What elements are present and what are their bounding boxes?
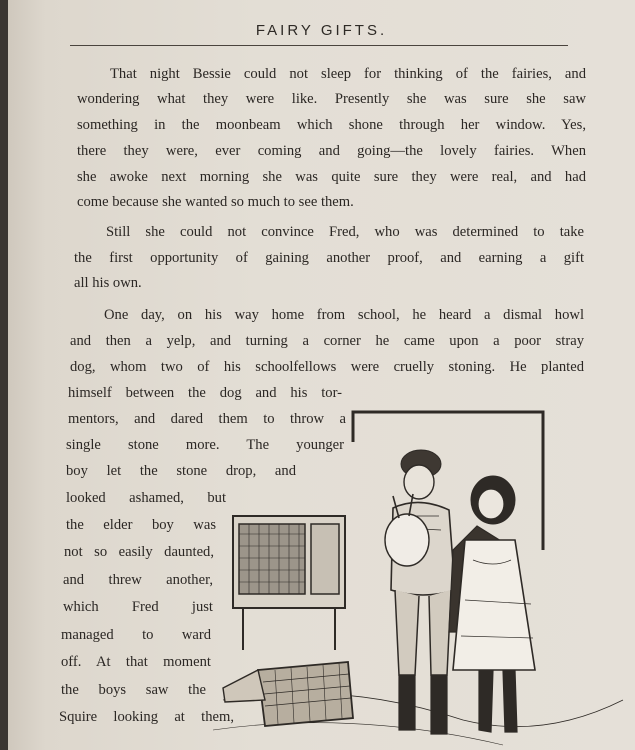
text-line: she awoke next morning she was quite sure they were real, and had — [77, 169, 586, 185]
text-line: boy let the stone drop, and — [66, 463, 296, 479]
text-line: and then a yelp, and turning a corner he came upon a poor stray — [70, 333, 584, 349]
text-line: dog, whom two of his schoolfellows were cruelly stoning. He planted — [70, 359, 584, 375]
text-line: Still she could not convince Fred, who was determined to take — [106, 224, 584, 240]
running-header: FAIRY GIFTS. — [255, 22, 388, 39]
text-line: mentors, and dared them to throw a — [68, 411, 346, 427]
boy-holding-rabbit — [385, 450, 455, 734]
text-line: and threw another, — [63, 572, 213, 588]
text-line: Squire looking at them, — [59, 709, 234, 725]
text-line: the elder boy was — [66, 517, 216, 533]
text-line: all his own. — [74, 275, 142, 291]
engraving-illustration — [203, 400, 635, 750]
text-line: That night Bessie could not sleep for thinking of the fairies, and — [110, 66, 586, 82]
text-line: looked ashamed, but — [66, 490, 226, 506]
text-line: the boys saw the — [61, 682, 206, 698]
text-line: wondering what they were like. Presently she was sure she saw — [77, 91, 586, 107]
text-line: himself between the dog and his tor- — [68, 385, 342, 401]
book-page — [8, 0, 635, 750]
text-line: come because she wanted so much to see them. — [77, 194, 354, 210]
text-line: One day, on his way home from school, he heard a dismal howl — [104, 307, 584, 323]
text-line: not so easily daunted, — [64, 544, 214, 560]
text-line: there they were, ever coming and going—the lovely fairies. When — [77, 143, 586, 159]
text-line: which Fred just — [63, 599, 213, 615]
text-line: something in the moonbeam which shone through her window. Yes, — [77, 117, 586, 133]
text-line: managed to ward — [61, 627, 211, 643]
wicker-basket — [223, 662, 353, 726]
rabbit — [385, 514, 429, 566]
text-line: single stone more. The younger — [66, 437, 344, 453]
header-rule — [70, 45, 568, 46]
text-line: off. At that moment — [61, 654, 211, 670]
text-line: the first opportunity of gaining another proof, and earning a gift — [74, 250, 584, 266]
girl-standing — [449, 476, 535, 732]
